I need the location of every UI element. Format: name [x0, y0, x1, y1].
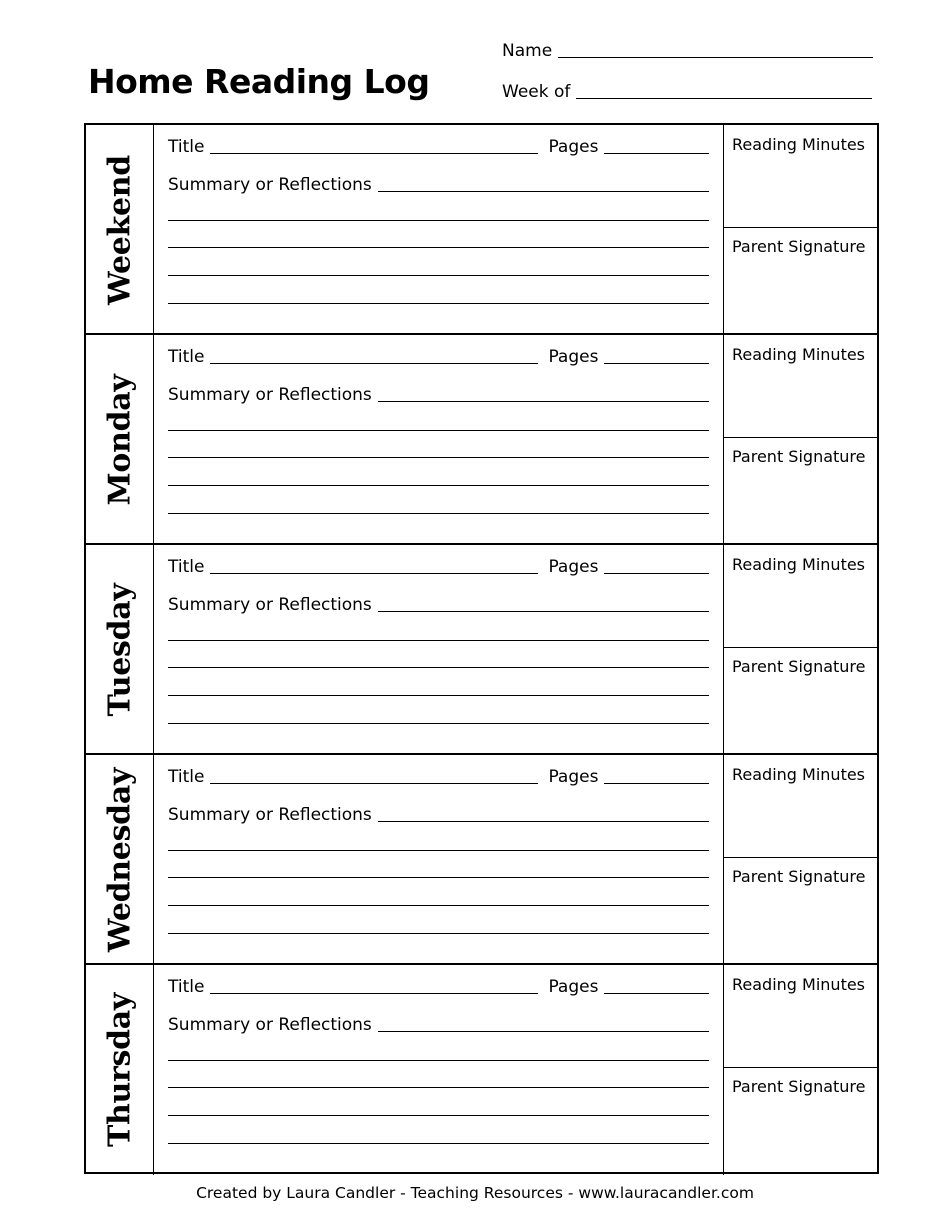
- parent-signature-label: Parent Signature: [732, 1077, 866, 1096]
- writing-line[interactable]: [168, 905, 709, 906]
- day-label: Thursday: [102, 992, 138, 1148]
- title-row: [168, 136, 709, 158]
- day-cell: [86, 545, 154, 753]
- pages-input-line[interactable]: [604, 153, 709, 154]
- side-cell: [724, 125, 877, 333]
- parent-signature-label: Parent Signature: [732, 447, 866, 466]
- pages-label: Pages: [548, 347, 599, 367]
- entry-cell: [154, 545, 724, 753]
- side-cell: [724, 755, 877, 963]
- writing-line[interactable]: [168, 1060, 709, 1061]
- reading-minutes-box[interactable]: [724, 755, 877, 858]
- parent-signature-label: Parent Signature: [732, 867, 866, 886]
- entry-cell: [154, 125, 724, 333]
- writing-line[interactable]: [168, 667, 709, 668]
- day-row-tuesday: [86, 545, 877, 755]
- pages-input-line[interactable]: [604, 783, 709, 784]
- writing-line[interactable]: [168, 303, 709, 304]
- summary-input-line[interactable]: [378, 611, 709, 612]
- title-input-line[interactable]: [210, 993, 538, 994]
- day-cell: [86, 755, 154, 963]
- title-label: Title: [168, 347, 205, 367]
- summary-row: [168, 804, 709, 826]
- title-row: [168, 766, 709, 788]
- week-field: [502, 81, 872, 103]
- name-input-line[interactable]: [558, 57, 873, 58]
- title-label: Title: [168, 137, 205, 157]
- pages-input-line[interactable]: [604, 993, 709, 994]
- writing-line[interactable]: [168, 933, 709, 934]
- writing-line[interactable]: [168, 1087, 709, 1088]
- summary-label: Summary or Reflections: [168, 805, 372, 825]
- writing-line[interactable]: [168, 723, 709, 724]
- day-row-thursday: [86, 965, 877, 1175]
- summary-row: [168, 174, 709, 196]
- writing-line[interactable]: [168, 513, 709, 514]
- pages-label: Pages: [548, 977, 599, 997]
- entry-cell: [154, 755, 724, 963]
- day-label: Weekend: [102, 155, 138, 305]
- summary-input-line[interactable]: [378, 401, 709, 402]
- day-row-weekend: [86, 125, 877, 335]
- day-row-wednesday: [86, 755, 877, 965]
- pages-input-line[interactable]: [604, 363, 709, 364]
- title-input-line[interactable]: [210, 363, 538, 364]
- day-cell: [86, 335, 154, 543]
- reading-log-table: [84, 123, 879, 1174]
- reading-minutes-label: Reading Minutes: [732, 555, 866, 574]
- summary-label: Summary or Reflections: [168, 1015, 372, 1035]
- reading-minutes-label: Reading Minutes: [732, 975, 866, 994]
- writing-line[interactable]: [168, 220, 709, 221]
- reading-minutes-label: Reading Minutes: [732, 135, 866, 154]
- summary-input-line[interactable]: [378, 1031, 709, 1032]
- summary-input-line[interactable]: [378, 191, 709, 192]
- writing-line[interactable]: [168, 247, 709, 248]
- writing-line[interactable]: [168, 485, 709, 486]
- day-label: Monday: [102, 374, 138, 506]
- title-row: [168, 556, 709, 578]
- name-field: [502, 40, 873, 62]
- parent-signature-label: Parent Signature: [732, 237, 866, 256]
- writing-line[interactable]: [168, 275, 709, 276]
- summary-input-line[interactable]: [378, 821, 709, 822]
- summary-row: [168, 594, 709, 616]
- title-label: Title: [168, 977, 205, 997]
- writing-line[interactable]: [168, 850, 709, 851]
- title-row: [168, 346, 709, 368]
- reading-minutes-box[interactable]: [724, 125, 877, 228]
- day-label: Wednesday: [102, 767, 138, 953]
- reading-minutes-box[interactable]: [724, 335, 877, 438]
- title-row: [168, 976, 709, 998]
- reading-minutes-box[interactable]: [724, 545, 877, 648]
- summary-row: [168, 384, 709, 406]
- writing-line[interactable]: [168, 457, 709, 458]
- pages-label: Pages: [548, 767, 599, 787]
- footer-credit: Created by Laura Candler - Teaching Resources - www.lauracandler.com: [196, 1184, 754, 1202]
- writing-line[interactable]: [168, 1115, 709, 1116]
- writing-line[interactable]: [168, 640, 709, 641]
- title-label: Title: [168, 767, 205, 787]
- summary-label: Summary or Reflections: [168, 175, 372, 195]
- writing-line[interactable]: [168, 877, 709, 878]
- name-label: Name: [502, 41, 553, 61]
- pages-input-line[interactable]: [604, 573, 709, 574]
- reading-minutes-label: Reading Minutes: [732, 345, 866, 364]
- side-cell: [724, 335, 877, 543]
- title-input-line[interactable]: [210, 573, 538, 574]
- summary-row: [168, 1014, 709, 1036]
- title-label: Title: [168, 557, 205, 577]
- entry-cell: [154, 335, 724, 543]
- parent-signature-label: Parent Signature: [732, 657, 866, 676]
- pages-label: Pages: [548, 557, 599, 577]
- day-cell: [86, 125, 154, 333]
- day-row-monday: [86, 335, 877, 545]
- writing-line[interactable]: [168, 695, 709, 696]
- side-cell: [724, 545, 877, 753]
- side-cell: [724, 965, 877, 1175]
- reading-minutes-label: Reading Minutes: [732, 765, 866, 784]
- entry-cell: [154, 965, 724, 1175]
- writing-line[interactable]: [168, 430, 709, 431]
- summary-label: Summary or Reflections: [168, 595, 372, 615]
- title-input-line[interactable]: [210, 153, 538, 154]
- title-input-line[interactable]: [210, 783, 538, 784]
- summary-label: Summary or Reflections: [168, 385, 372, 405]
- day-cell: [86, 965, 154, 1175]
- writing-line[interactable]: [168, 1143, 709, 1144]
- week-label: Week of: [502, 82, 571, 102]
- pages-label: Pages: [548, 137, 599, 157]
- week-input-line[interactable]: [576, 98, 872, 99]
- day-label: Tuesday: [102, 583, 138, 717]
- page-title: Home Reading Log: [88, 62, 430, 101]
- reading-minutes-box[interactable]: [724, 965, 877, 1068]
